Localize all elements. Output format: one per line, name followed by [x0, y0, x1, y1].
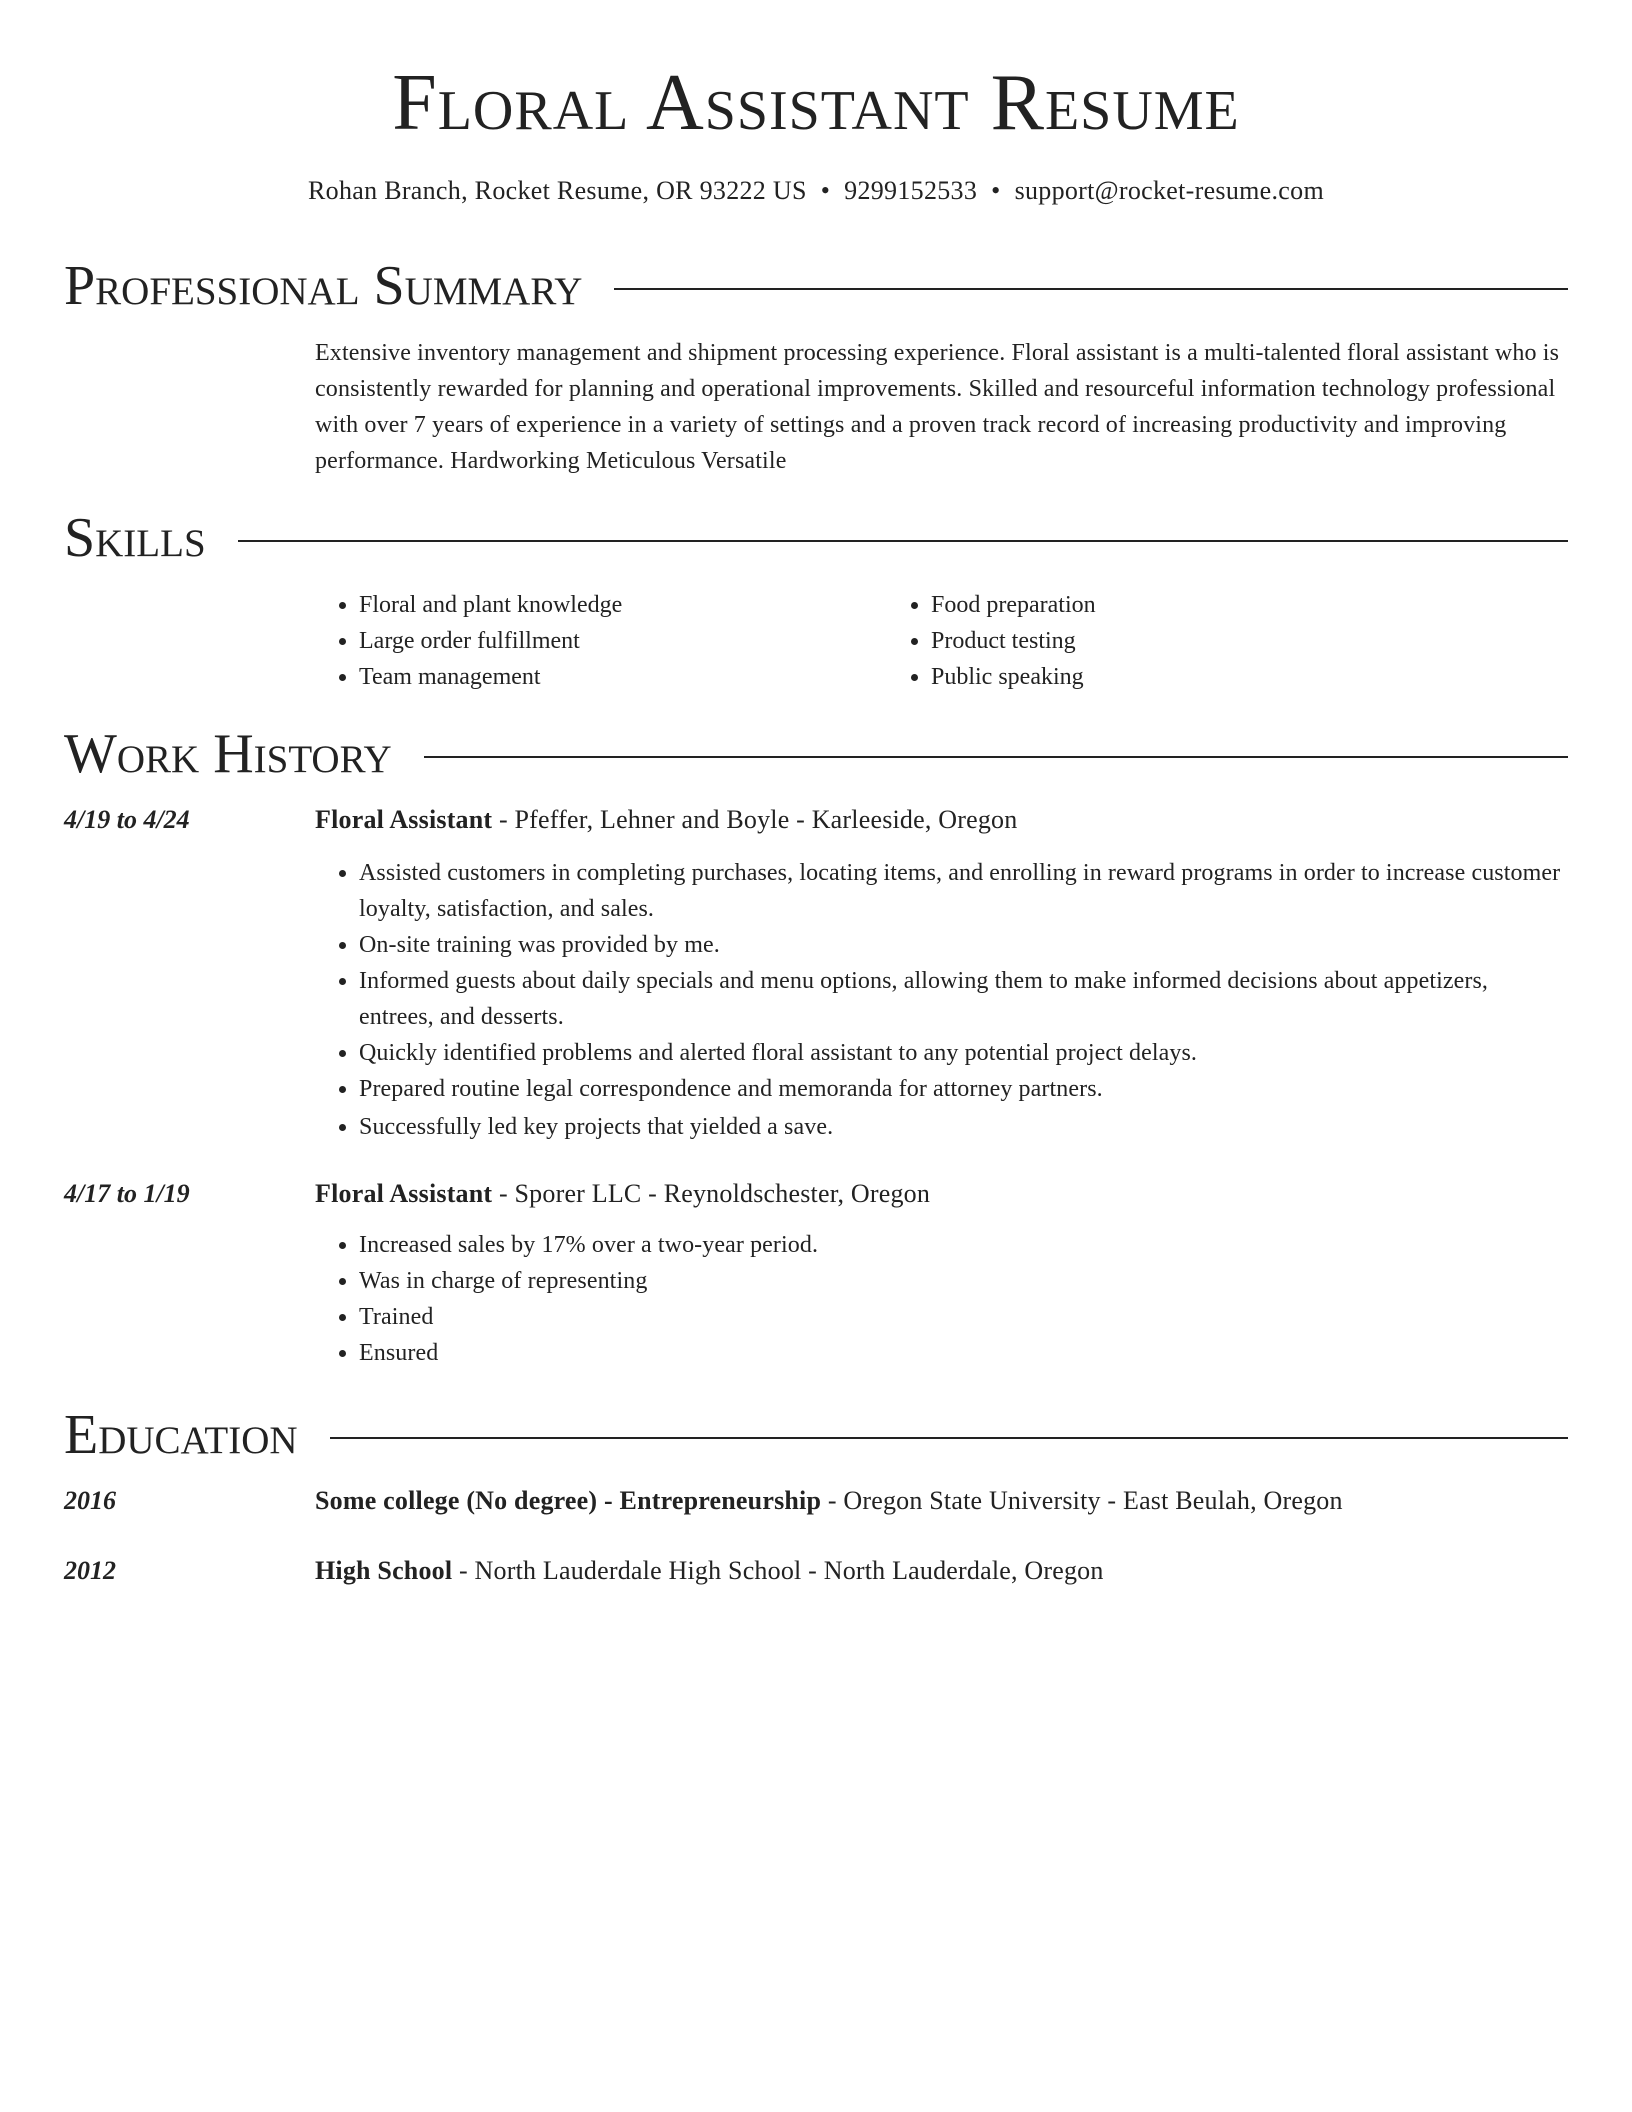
- education-school: - North Lauderdale High School - North Lauderdale, Oregon: [452, 1556, 1104, 1585]
- education-entry: [315, 1554, 1568, 1588]
- skill-item: • Floral and plant knowledge: [359, 587, 887, 623]
- section-divider: [424, 756, 1568, 758]
- section-divider: [330, 1437, 1568, 1439]
- skills-heading: Skills: [64, 507, 206, 569]
- education-entry: [315, 1484, 1568, 1518]
- job-bullet: • Informed guests about daily specials and menu options, allowing them to make informed decisions about appetizers, entrees, and desserts.: [359, 963, 1568, 1035]
- contact-address: Rohan Branch, Rocket Resume, OR 93222 US: [308, 176, 807, 205]
- job-dates: 4/19 to 4/24: [64, 805, 190, 834]
- job-company: - Sporer LLC - Reynoldschester, Oregon: [492, 1179, 931, 1208]
- job-bullet: • Increased sales by 17% over a two-year period.: [359, 1227, 1568, 1263]
- job-bullet: • Was in charge of representing: [359, 1263, 1568, 1299]
- job-title: [315, 1177, 1568, 1211]
- skill-item: • Large order fulfillment: [359, 623, 887, 659]
- skill-item: • Public speaking: [931, 659, 1459, 695]
- contact-separator: •: [991, 176, 1001, 205]
- job-role: Floral Assistant: [315, 805, 493, 834]
- section-divider: [614, 288, 1568, 290]
- summary-text: Extensive inventory management and shipment processing experience. Floral assistant is a multi-talented floral assistant who is consistently rewarded for planning and operational improvements. Skilled and resourceful information technology professional with over 7 years of experience in a variety of settings and a proven track record of increasing productivity and improving performance. Hardworking Meticulous Versatile: [315, 340, 1560, 474]
- job-bullet: • Quickly identified problems and alerted floral assistant to any potential project delays.: [359, 1035, 1568, 1071]
- education-school: - Oregon State University - East Beulah, Oregon: [821, 1486, 1343, 1515]
- work-section-header: [64, 722, 1568, 786]
- summary-body: [315, 335, 1568, 479]
- contact-separator: •: [820, 176, 831, 205]
- skill-item: • Team management: [359, 659, 887, 695]
- job-bullet: • Ensured: [359, 1335, 1568, 1371]
- education-degree: Some college (No degree) - Entrepreneurship: [315, 1486, 822, 1515]
- section-divider: [238, 540, 1568, 542]
- job-bullet: • Assisted customers in completing purchases, locating items, and enrolling in reward programs in order to increase customer loyalty, satisfaction, and sales.: [359, 855, 1568, 927]
- job-bullets: [315, 855, 1568, 1145]
- job-bullet: • Trained: [359, 1299, 1568, 1335]
- contact-phone: 9299152533: [844, 176, 978, 205]
- skills-section-header: [64, 506, 1568, 570]
- job-role: Floral Assistant: [315, 1179, 493, 1208]
- skill-item: • Product testing: [931, 623, 1459, 659]
- summary-section-header: [64, 254, 1568, 318]
- job-company: - Pfeffer, Lehner and Boyle - Karleeside, Oregon: [492, 805, 1018, 834]
- summary-heading: Professional Summary: [64, 255, 583, 317]
- education-year: 2016: [64, 1486, 116, 1515]
- job-bullet: • On-site training was provided by me.: [359, 927, 1568, 963]
- contact-line: [64, 174, 1568, 208]
- education-degree: High School: [315, 1556, 453, 1585]
- job-bullets: [315, 1227, 1568, 1371]
- job-entry: [315, 803, 1568, 1145]
- job-dates: 4/17 to 1/19: [64, 1179, 190, 1208]
- skills-column-left: [315, 587, 887, 695]
- job-entry: [315, 1177, 1568, 1371]
- job-bullet: • Prepared routine legal correspondence and memoranda for attorney partners.: [359, 1071, 1568, 1107]
- job-bullet: • Successfully led key projects that yielded a save.: [359, 1109, 1568, 1145]
- job-title: [315, 803, 1568, 837]
- skills-column-right: [887, 587, 1459, 695]
- skills-list: [315, 587, 1568, 695]
- education-title: [315, 1554, 1568, 1588]
- work-heading: Work History: [64, 723, 392, 785]
- resume-title: Floral Assistant Resume: [392, 59, 1240, 147]
- education-title: [315, 1484, 1568, 1518]
- contact-email: support@rocket-resume.com: [1014, 176, 1324, 205]
- education-year: 2012: [64, 1556, 116, 1585]
- skill-item: • Food preparation: [931, 587, 1459, 623]
- education-heading: Education: [64, 1404, 298, 1466]
- education-section-header: [64, 1403, 1568, 1467]
